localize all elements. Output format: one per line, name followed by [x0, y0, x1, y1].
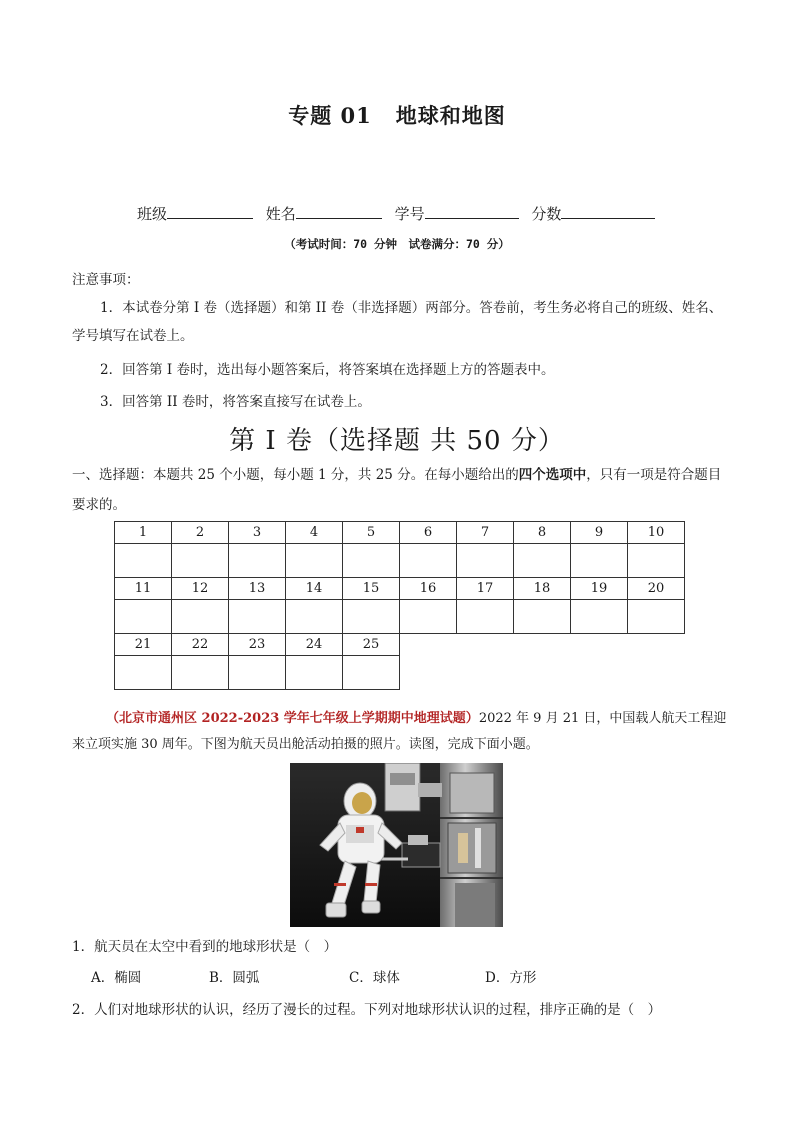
answer-cell[interactable]	[115, 600, 172, 634]
answer-number-cell: 5	[343, 522, 400, 544]
student-id-blank[interactable]	[425, 204, 519, 219]
question-intro-bold: 四个选项中	[518, 467, 587, 483]
exam-time-note: （考试时间：70 分钟 试卷满分：70 分）	[284, 237, 510, 251]
empty-cell	[400, 634, 457, 656]
answer-number-cell: 1	[115, 522, 172, 544]
answer-cell[interactable]	[286, 544, 343, 578]
empty-cell	[628, 634, 685, 656]
answer-number-cell: 25	[343, 634, 400, 656]
answer-cell[interactable]	[172, 544, 229, 578]
answer-cell[interactable]	[514, 544, 571, 578]
answer-cell[interactable]	[229, 544, 286, 578]
answer-cell[interactable]	[343, 656, 400, 690]
source-label: （北京市通州区 2022-2023 学年七年级上学期期中地理试题）	[106, 711, 479, 726]
note-item-1: 1．本试卷分第 I 卷（选择题）和第 II 卷（非选择题）两部分。答卷前，考生务必将自己的班级、姓名、学号填写在试卷上。	[72, 300, 723, 344]
option-b[interactable]: B．圆弧	[209, 970, 260, 986]
answer-number-cell: 3	[229, 522, 286, 544]
answer-table	[114, 521, 685, 690]
note-item-2: 2．回答第 I 卷时，选出每小题答案后，将答案填在选择题上方的答题表中。	[100, 362, 555, 378]
empty-cell	[571, 634, 628, 656]
answer-blank-row	[115, 544, 685, 578]
source-text: 2022 年 9 月 21 日，中国载人航天工程迎来立项实施 30 周年。下图为航天员出舱活动拍摄的照片。读图，完成下面小题。	[72, 711, 727, 752]
answer-number-cell: 14	[286, 578, 343, 600]
answer-number-cell: 9	[571, 522, 628, 544]
answer-number-cell: 13	[229, 578, 286, 600]
astronaut-photo	[290, 763, 503, 927]
answer-number-cell: 7	[457, 522, 514, 544]
empty-cell	[457, 656, 514, 690]
question-1-stem: 1．航天员在太空中看到的地球形状是（ ）	[72, 939, 338, 955]
answer-cell[interactable]	[457, 600, 514, 634]
option-d[interactable]: D．方形	[485, 970, 537, 986]
answer-number-cell: 18	[514, 578, 571, 600]
answer-cell[interactable]	[172, 600, 229, 634]
answer-cell[interactable]	[229, 656, 286, 690]
answer-cell[interactable]	[115, 544, 172, 578]
answer-number-row	[115, 634, 685, 656]
answer-number-cell: 23	[229, 634, 286, 656]
question-intro-lead: 一、选择题：本题共 25 个小题，每小题 1 分，共 25 分。在每小题给出的	[72, 467, 519, 483]
name-blank[interactable]	[296, 204, 382, 219]
answer-cell[interactable]	[229, 600, 286, 634]
answer-number-cell: 21	[115, 634, 172, 656]
answer-cell[interactable]	[343, 544, 400, 578]
answer-number-cell: 10	[628, 522, 685, 544]
answer-number-cell: 20	[628, 578, 685, 600]
empty-cell	[400, 656, 457, 690]
answer-number-cell: 24	[286, 634, 343, 656]
title-topic-name: 地球和地图	[395, 103, 506, 128]
question-1-options	[91, 966, 691, 986]
title-topic-number: 专题 01	[288, 103, 372, 128]
question-2-stem: 2．人们对地球形状的认识，经历了漫长的过程。下列对地球形状认识的过程，排序正确的是（ ）	[72, 1002, 662, 1018]
answer-blank-row	[115, 600, 685, 634]
page-title	[0, 100, 794, 130]
answer-number-row	[115, 522, 685, 544]
option-a[interactable]: A．椭圆	[91, 970, 142, 986]
answer-cell[interactable]	[115, 656, 172, 690]
empty-cell	[628, 656, 685, 690]
answer-number-cell: 11	[115, 578, 172, 600]
answer-cell[interactable]	[628, 600, 685, 634]
answer-cell[interactable]	[343, 600, 400, 634]
answer-number-cell: 19	[571, 578, 628, 600]
answer-cell[interactable]	[514, 600, 571, 634]
section-title: 第 I 卷（选择题 共 50 分）	[229, 426, 565, 456]
class-blank[interactable]	[167, 204, 253, 219]
option-c[interactable]: C．球体	[349, 970, 400, 986]
answer-number-row	[115, 578, 685, 600]
answer-number-cell: 8	[514, 522, 571, 544]
notes-heading: 注意事项：	[72, 272, 140, 288]
answer-cell[interactable]	[628, 544, 685, 578]
answer-number-cell: 16	[400, 578, 457, 600]
empty-cell	[457, 634, 514, 656]
name-label: 姓名	[265, 205, 296, 223]
empty-cell	[571, 656, 628, 690]
question-intro	[72, 460, 732, 520]
answer-cell[interactable]	[286, 656, 343, 690]
answer-cell[interactable]	[172, 656, 229, 690]
empty-cell	[514, 634, 571, 656]
score-label: 分数	[531, 205, 562, 223]
answer-number-cell: 17	[457, 578, 514, 600]
class-label: 班级	[137, 205, 168, 223]
answer-cell[interactable]	[286, 600, 343, 634]
astronaut-spacewalk-image	[290, 763, 503, 927]
source-paragraph	[72, 706, 732, 758]
answer-cell[interactable]	[400, 600, 457, 634]
answer-blank-row	[115, 656, 685, 690]
empty-cell	[514, 656, 571, 690]
answer-cell[interactable]	[571, 600, 628, 634]
answer-number-cell: 12	[172, 578, 229, 600]
answer-cell[interactable]	[400, 544, 457, 578]
answer-cell[interactable]	[457, 544, 514, 578]
answer-cell[interactable]	[571, 544, 628, 578]
answer-number-cell: 4	[286, 522, 343, 544]
student-info-row	[137, 203, 663, 224]
answer-number-cell: 2	[172, 522, 229, 544]
question-intro-tail: ，只有一项是符合题目要求的。	[72, 467, 722, 513]
answer-number-cell: 15	[343, 578, 400, 600]
note-item-3: 3．回答第 II 卷时，将答案直接写在试卷上。	[100, 394, 371, 410]
student-id-label: 学号	[394, 205, 425, 223]
score-blank[interactable]	[561, 204, 655, 219]
answer-number-cell: 22	[172, 634, 229, 656]
answer-number-cell: 6	[400, 522, 457, 544]
